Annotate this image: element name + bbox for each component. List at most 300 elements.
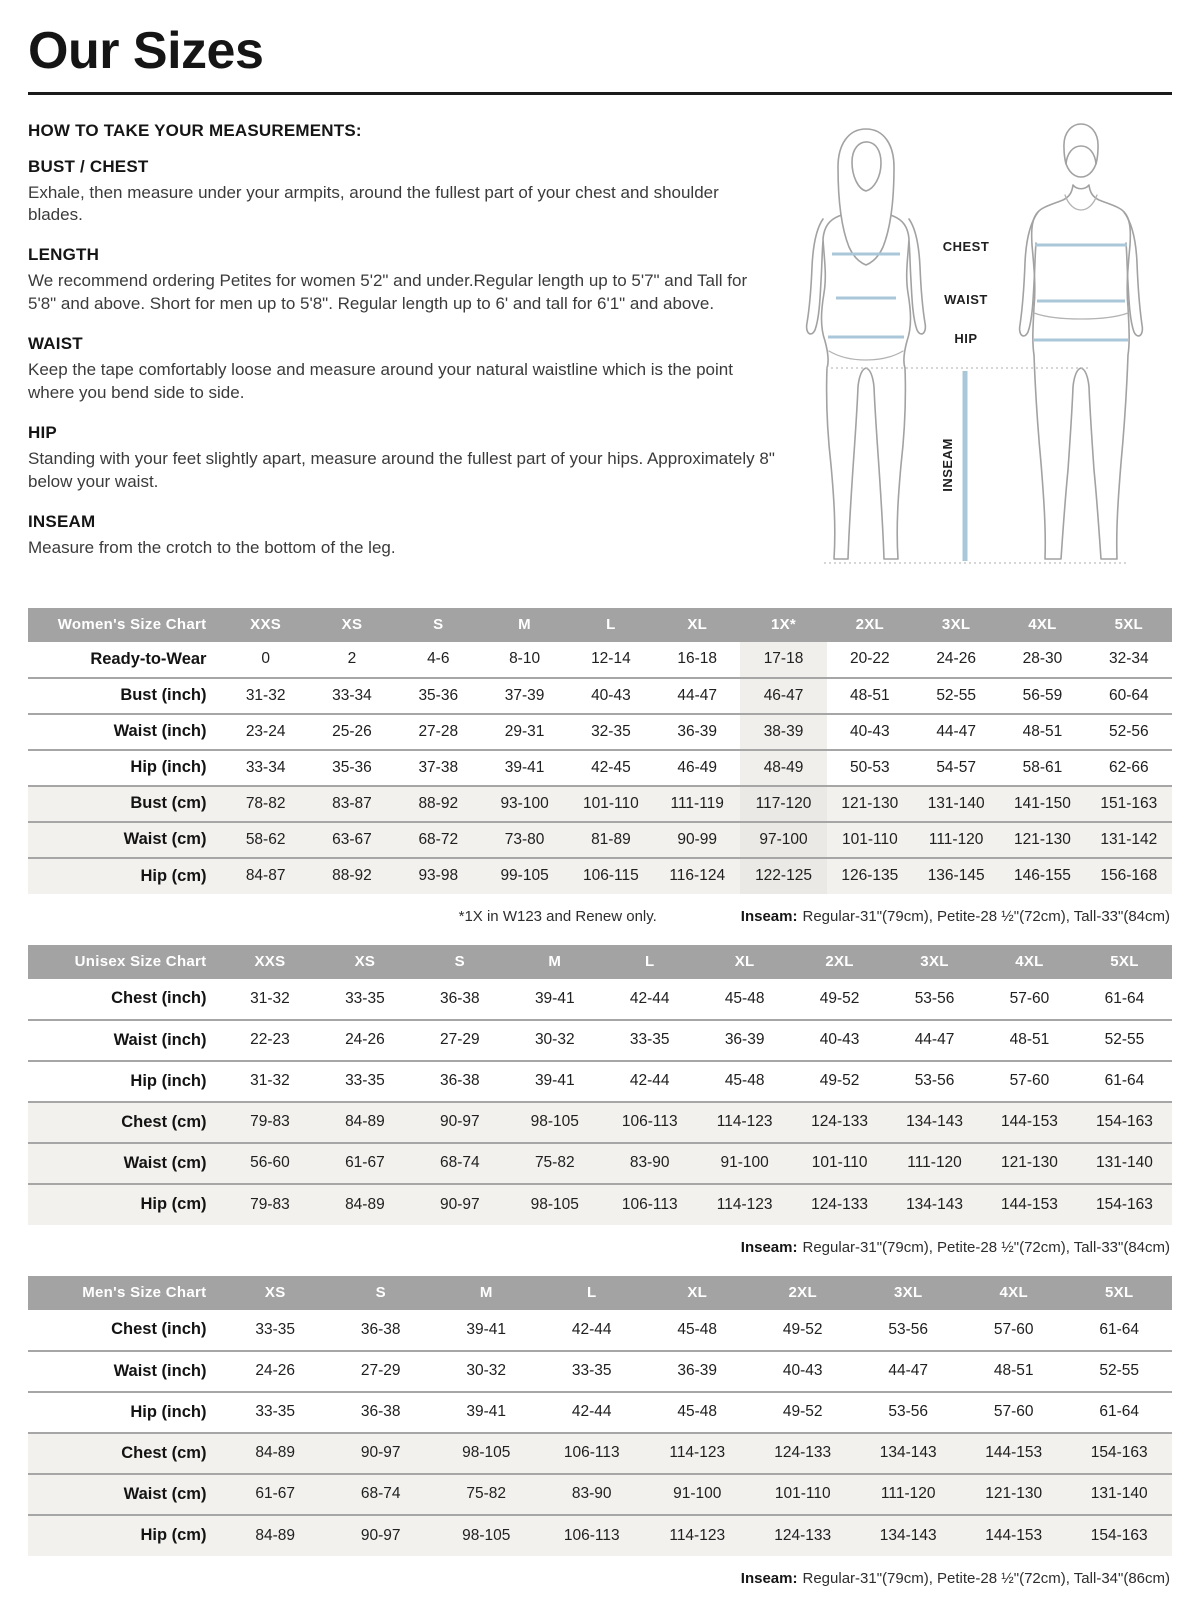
size-value-cell: 79-83	[222, 1102, 317, 1143]
instruction-label: INSEAM	[28, 512, 96, 532]
size-column-header: XL	[654, 608, 740, 642]
size-value-cell: 156-168	[1086, 858, 1172, 894]
size-value-cell: 101-110	[568, 786, 654, 822]
size-value-cell: 29-31	[481, 714, 567, 750]
size-value-cell: 136-145	[913, 858, 999, 894]
size-chart-row	[28, 642, 1172, 678]
size-value-cell: 63-67	[309, 822, 395, 858]
inseam-note-text: Regular-31"(79cm), Petite-28 ½"(72cm), Tall-33"(84cm)	[802, 907, 1170, 925]
row-label-cell: Hip (inch)	[28, 1392, 222, 1433]
mens-inseam-note	[741, 1570, 1170, 1587]
size-value-cell: 33-35	[255, 1320, 296, 1338]
size-value-cell: 68-72	[395, 822, 481, 858]
size-column-header: 5XL	[1066, 1276, 1172, 1310]
size-value-cell: 0	[261, 650, 270, 668]
size-value-cell: 12-14	[591, 650, 631, 668]
size-value-cell: 106-113	[539, 1433, 645, 1474]
size-column-header: 4XL	[961, 1276, 1067, 1310]
female-figure	[807, 129, 926, 559]
top-section	[28, 121, 1172, 590]
size-value-cell: 39-41	[466, 1320, 507, 1338]
size-value-cell: 121-130	[999, 822, 1085, 858]
size-value-cell: 124-133	[750, 1515, 856, 1556]
size-value-cell: 116-124	[654, 858, 740, 894]
inseam-note-text: Regular-31"(79cm), Petite-28 ½"(72cm), Tall-34"(86cm)	[802, 1569, 1170, 1587]
size-chart-row	[28, 1143, 1172, 1184]
size-value-cell: 134-143	[855, 1433, 961, 1474]
size-value-cell: 106-115	[568, 858, 654, 894]
inseam-note-text: Regular-31"(79cm), Petite-28 ½"(72cm), Tall-33"(84cm)	[802, 1238, 1170, 1256]
size-value-cell: 88-92	[309, 858, 395, 894]
size-column-header: M	[433, 1276, 539, 1310]
waist-label: WAIST	[944, 291, 988, 307]
size-column-header: M	[507, 945, 602, 979]
size-value-cell: 36-39	[654, 714, 740, 750]
size-column-header: XS	[317, 945, 412, 979]
size-column-header: 1X*	[740, 608, 826, 642]
size-value-cell: 42-44	[629, 989, 670, 1007]
size-value-cell: 52-55	[1066, 1351, 1172, 1392]
measurement-instructions	[28, 121, 776, 590]
inseam-note-label: Inseam:	[740, 1238, 798, 1256]
size-value-cell: 28-30	[1022, 650, 1063, 668]
size-value-cell: 52-56	[1086, 714, 1172, 750]
size-column-header: L	[539, 1276, 645, 1310]
size-value-cell: 48-51	[961, 1351, 1067, 1392]
size-value-cell: 45-48	[697, 1061, 792, 1102]
size-value-cell: 40-43	[750, 1351, 856, 1392]
size-value-cell: 17-18	[740, 642, 826, 678]
size-chart-row	[28, 678, 1172, 714]
size-value-cell: 38-39	[740, 714, 826, 750]
size-column-header: M	[481, 608, 567, 642]
size-chart-row	[28, 979, 1172, 1020]
size-value-cell: 68-74	[328, 1474, 434, 1515]
size-value-cell: 131-140	[1077, 1143, 1172, 1184]
size-chart-row	[28, 1102, 1172, 1143]
size-value-cell: 53-56	[887, 1061, 982, 1102]
size-chart-row	[28, 1433, 1172, 1474]
size-value-cell: 36-38	[328, 1392, 434, 1433]
row-label-cell: Chest (cm)	[28, 1102, 222, 1143]
size-value-cell: 146-155	[999, 858, 1085, 894]
size-value-cell: 44-47	[654, 678, 740, 714]
body-measurement-diagram	[782, 115, 1172, 590]
size-value-cell: 27-28	[395, 714, 481, 750]
size-value-cell: 49-52	[792, 1061, 887, 1102]
size-value-cell: 124-133	[792, 1184, 887, 1225]
size-value-cell: 58-62	[222, 822, 308, 858]
size-value-cell: 20-22	[850, 650, 890, 668]
size-value-cell: 93-98	[395, 858, 481, 894]
size-column-header: 3XL	[913, 608, 999, 642]
size-value-cell: 144-153	[982, 1102, 1077, 1143]
size-value-cell: 31-32	[222, 1061, 317, 1102]
size-value-cell: 131-142	[1086, 822, 1172, 858]
womens-size-chart-table	[28, 608, 1172, 894]
size-value-cell: 91-100	[644, 1474, 750, 1515]
instruction-label: LENGTH	[28, 245, 100, 265]
size-value-cell: 61-67	[222, 1474, 328, 1515]
size-value-cell: 50-53	[827, 750, 913, 786]
size-chart-row	[28, 1020, 1172, 1061]
size-column-header: 5XL	[1077, 945, 1172, 979]
size-value-cell: 121-130	[827, 786, 913, 822]
size-value-cell: 106-113	[539, 1515, 645, 1556]
size-value-cell: 49-52	[819, 989, 860, 1007]
size-guide-page	[0, 24, 1200, 1587]
size-value-cell: 84-89	[222, 1433, 328, 1474]
instruction-section-waist	[28, 334, 776, 404]
size-value-cell: 91-100	[697, 1143, 792, 1184]
size-value-cell: 36-39	[644, 1351, 750, 1392]
measurement-diagram-svg	[782, 115, 1172, 585]
row-label-cell: Waist (inch)	[28, 714, 222, 750]
instruction-section-inseam	[28, 512, 776, 559]
row-label-cell: Hip (inch)	[28, 1061, 222, 1102]
chest-label: CHEST	[942, 238, 990, 254]
size-value-cell: 52-55	[913, 678, 999, 714]
size-chart-row	[28, 822, 1172, 858]
size-chart-row	[28, 1392, 1172, 1433]
female-right-arm	[909, 219, 925, 334]
size-value-cell: 37-39	[481, 678, 567, 714]
size-charts	[28, 608, 1172, 1587]
size-value-cell: 111-120	[855, 1474, 961, 1515]
size-value-cell: 39-41	[433, 1392, 539, 1433]
size-value-cell: 42-44	[602, 1061, 697, 1102]
size-value-cell: 154-163	[1066, 1515, 1172, 1556]
row-label-cell: Bust (inch)	[28, 678, 222, 714]
instruction-label: BUST / CHEST	[28, 156, 149, 176]
size-value-cell: 101-110	[827, 822, 913, 858]
size-value-cell: 111-119	[654, 786, 740, 822]
size-value-cell: 90-97	[412, 1184, 507, 1225]
size-value-cell: 90-97	[412, 1102, 507, 1143]
size-value-cell: 117-120	[740, 786, 826, 822]
size-value-cell: 52-55	[1077, 1020, 1172, 1061]
size-value-cell: 35-36	[309, 750, 395, 786]
size-value-cell: 61-67	[317, 1143, 412, 1184]
size-value-cell: 35-36	[395, 678, 481, 714]
size-value-cell: 57-60	[961, 1392, 1067, 1433]
size-value-cell: 40-43	[568, 678, 654, 714]
inseam-note-label: Inseam:	[740, 1569, 798, 1587]
instruction-text: Exhale, then measure under your armpits, around the fullest part of your chest and shoulder blades.	[28, 182, 719, 225]
mens-chart-footnotes	[28, 1570, 1170, 1587]
size-value-cell: 27-29	[412, 1020, 507, 1061]
row-label-cell: Hip (inch)	[28, 750, 222, 786]
size-value-cell: 79-83	[222, 1184, 317, 1225]
size-value-cell: 46-47	[740, 678, 826, 714]
chart-title-cell: Women's Size Chart	[28, 608, 222, 642]
size-column-header: XL	[697, 945, 792, 979]
size-value-cell: 57-60	[982, 1061, 1077, 1102]
size-value-cell: 83-87	[309, 786, 395, 822]
size-value-cell: 90-97	[328, 1433, 434, 1474]
size-value-cell: 61-64	[1077, 1061, 1172, 1102]
size-value-cell: 2	[347, 650, 357, 668]
size-value-cell: 32-35	[568, 714, 654, 750]
size-value-cell: 44-47	[887, 1020, 982, 1061]
size-value-cell: 32-34	[1108, 650, 1149, 668]
size-value-cell: 53-56	[855, 1392, 961, 1433]
row-label-cell: Chest (inch)	[111, 989, 207, 1008]
size-value-cell: 54-57	[913, 750, 999, 786]
size-chart-row	[28, 750, 1172, 786]
size-value-cell: 111-120	[913, 822, 999, 858]
size-chart-row	[28, 1351, 1172, 1392]
size-value-cell: 36-38	[440, 989, 480, 1007]
size-value-cell: 48-51	[999, 714, 1085, 750]
size-value-cell: 154-163	[1066, 1433, 1172, 1474]
size-value-cell: 31-32	[250, 989, 290, 1007]
size-value-cell: 126-135	[827, 858, 913, 894]
size-value-cell: 31-32	[222, 678, 308, 714]
size-column-header: XXS	[222, 945, 317, 979]
size-value-cell: 124-133	[792, 1102, 887, 1143]
size-value-cell: 114-123	[697, 1102, 792, 1143]
size-column-header: 4XL	[982, 945, 1077, 979]
size-value-cell: 154-163	[1077, 1102, 1172, 1143]
instruction-text: Standing with your feet slightly apart, measure around the fullest part of your hips. Approximately 8" below your waist.	[28, 449, 775, 491]
size-chart-row	[28, 1515, 1172, 1556]
size-chart-row	[28, 858, 1172, 894]
size-value-cell: 39-41	[507, 1061, 602, 1102]
size-value-cell: 98-105	[507, 1184, 602, 1225]
size-value-cell: 131-140	[1066, 1474, 1172, 1515]
size-value-cell: 45-48	[644, 1392, 750, 1433]
size-value-cell: 39-41	[534, 989, 575, 1007]
size-value-cell: 42-44	[539, 1392, 645, 1433]
size-column-header: 3XL	[887, 945, 982, 979]
one-x-footnote: *1X in W123 and Renew only.	[458, 907, 657, 925]
size-value-cell: 48-49	[740, 750, 826, 786]
size-value-cell: 144-153	[961, 1433, 1067, 1474]
size-chart-row	[28, 1474, 1172, 1515]
size-value-cell: 33-35	[222, 1392, 328, 1433]
size-value-cell: 60-64	[1086, 678, 1172, 714]
size-value-cell: 61-64	[1104, 989, 1145, 1007]
size-value-cell: 53-56	[888, 1320, 929, 1338]
size-value-cell: 114-123	[644, 1433, 750, 1474]
size-column-header: 2XL	[792, 945, 887, 979]
size-value-cell: 98-105	[507, 1102, 602, 1143]
instruction-section-length	[28, 245, 776, 315]
row-label-cell: Waist (cm)	[28, 1143, 222, 1184]
size-value-cell: 36-38	[360, 1320, 401, 1338]
size-value-cell: 30-32	[433, 1351, 539, 1392]
size-value-cell: 40-43	[792, 1020, 887, 1061]
size-value-cell: 75-82	[433, 1474, 539, 1515]
size-value-cell: 30-32	[507, 1020, 602, 1061]
chart-title-cell: Unisex Size Chart	[28, 945, 222, 979]
title-divider	[28, 92, 1172, 95]
size-column-header: 2XL	[750, 1276, 856, 1310]
size-value-cell: 39-41	[481, 750, 567, 786]
size-column-header: S	[395, 608, 481, 642]
size-value-cell: 134-143	[887, 1184, 982, 1225]
instruction-text: Keep the tape comfortably loose and measure around your natural waistline which is the point where you bend side to side.	[28, 360, 733, 402]
size-value-cell: 114-123	[697, 1184, 792, 1225]
size-column-header: 3XL	[855, 1276, 961, 1310]
row-label-cell: Waist (cm)	[28, 1474, 222, 1515]
womens-chart-footnotes	[28, 908, 1170, 925]
row-label-cell: Chest (cm)	[28, 1433, 222, 1474]
size-value-cell: 56-60	[222, 1143, 317, 1184]
size-value-cell: 27-29	[328, 1351, 434, 1392]
size-value-cell: 16-18	[677, 650, 718, 668]
size-value-cell: 122-125	[740, 858, 826, 894]
size-value-cell: 121-130	[961, 1474, 1067, 1515]
size-column-header: L	[602, 945, 697, 979]
size-value-cell: 84-89	[317, 1184, 412, 1225]
size-value-cell: 44-47	[913, 714, 999, 750]
size-value-cell: 73-80	[481, 822, 567, 858]
row-label-cell: Waist (inch)	[28, 1351, 222, 1392]
size-column-header: S	[328, 1276, 434, 1310]
size-value-cell: 144-153	[982, 1184, 1077, 1225]
size-value-cell: 40-43	[827, 714, 913, 750]
row-label-cell: Ready-to-Wear	[90, 649, 207, 668]
chart-title-cell: Men's Size Chart	[28, 1276, 222, 1310]
size-value-cell: 24-26	[936, 650, 976, 668]
size-value-cell: 33-35	[345, 989, 385, 1007]
size-value-cell: 25-26	[309, 714, 395, 750]
unisex-chart-footnotes	[28, 1239, 1170, 1256]
size-value-cell: 24-26	[222, 1351, 328, 1392]
instruction-label: HIP	[28, 423, 57, 443]
size-column-header: 5XL	[1086, 608, 1172, 642]
size-value-cell: 33-34	[309, 678, 395, 714]
inseam-label: INSEAM	[940, 437, 955, 492]
male-body-outline	[1032, 185, 1131, 559]
size-value-cell: 134-143	[887, 1102, 982, 1143]
size-value-cell: 83-90	[602, 1143, 697, 1184]
size-column-header: XL	[644, 1276, 750, 1310]
size-value-cell: 75-82	[507, 1143, 602, 1184]
size-value-cell: 81-89	[568, 822, 654, 858]
size-value-cell: 101-110	[792, 1143, 887, 1184]
row-label-cell: Bust (cm)	[28, 786, 222, 822]
size-value-cell: 88-92	[395, 786, 481, 822]
size-value-cell: 36-39	[697, 1020, 792, 1061]
instruction-section-bust	[28, 157, 776, 227]
size-value-cell: 124-133	[750, 1433, 856, 1474]
size-chart-row	[28, 1184, 1172, 1225]
size-value-cell: 106-113	[602, 1102, 697, 1143]
size-value-cell: 111-120	[887, 1143, 982, 1184]
size-value-cell: 49-52	[750, 1392, 856, 1433]
size-value-cell: 48-51	[982, 1020, 1077, 1061]
size-value-cell: 46-49	[654, 750, 740, 786]
size-value-cell: 57-60	[1009, 989, 1050, 1007]
size-value-cell: 121-130	[982, 1143, 1077, 1184]
size-column-header: XXS	[222, 608, 308, 642]
size-chart-row	[28, 786, 1172, 822]
row-label-cell: Hip (cm)	[28, 1515, 222, 1556]
size-value-cell: 45-48	[724, 989, 765, 1007]
row-label-cell: Chest (inch)	[111, 1320, 207, 1339]
size-column-header: XS	[309, 608, 395, 642]
size-value-cell: 78-82	[222, 786, 308, 822]
instruction-label: WAIST	[28, 334, 83, 354]
row-label-cell: Waist (cm)	[28, 822, 222, 858]
unisex-size-chart-table	[28, 945, 1172, 1225]
size-value-cell: 154-163	[1077, 1184, 1172, 1225]
size-value-cell: 114-123	[644, 1515, 750, 1556]
size-value-cell: 84-89	[222, 1515, 328, 1556]
size-value-cell: 61-64	[1066, 1392, 1172, 1433]
size-value-cell: 4-6	[427, 650, 450, 668]
size-value-cell: 97-100	[740, 822, 826, 858]
size-column-header: 4XL	[999, 608, 1085, 642]
size-value-cell: 36-38	[412, 1061, 507, 1102]
instruction-text: We recommend ordering Petites for women 5'2" and under.Regular length up to 5'7" and Tall for 5'8" and above. Short for men up to 5'8". Regular length up to 6' and tall for 6'1" and above.	[28, 271, 748, 313]
size-value-cell: 37-38	[395, 750, 481, 786]
size-value-cell: 8-10	[509, 650, 541, 668]
row-label-cell: Waist (inch)	[28, 1020, 222, 1061]
size-value-cell: 53-56	[914, 989, 955, 1007]
size-value-cell: 44-47	[855, 1351, 961, 1392]
unisex-inseam-note	[741, 1239, 1170, 1256]
size-value-cell: 134-143	[855, 1515, 961, 1556]
size-value-cell: 101-110	[750, 1474, 856, 1515]
size-value-cell: 56-59	[999, 678, 1085, 714]
size-value-cell: 93-100	[481, 786, 567, 822]
size-value-cell: 90-99	[654, 822, 740, 858]
size-chart-row	[28, 1310, 1172, 1351]
mens-size-chart-table	[28, 1276, 1172, 1556]
instructions-heading: HOW TO TAKE YOUR MEASUREMENTS:	[28, 120, 362, 140]
size-column-header: S	[412, 945, 507, 979]
size-value-cell: 98-105	[433, 1433, 539, 1474]
size-value-cell: 33-34	[222, 750, 308, 786]
size-value-cell: 90-97	[328, 1515, 434, 1556]
size-value-cell: 24-26	[317, 1020, 412, 1061]
size-value-cell: 23-24	[222, 714, 308, 750]
size-chart-row	[28, 1061, 1172, 1102]
size-column-header: XS	[222, 1276, 328, 1310]
size-value-cell: 33-35	[317, 1061, 412, 1102]
size-value-cell: 84-89	[317, 1102, 412, 1143]
size-value-cell: 83-90	[539, 1474, 645, 1515]
size-value-cell: 61-64	[1099, 1320, 1140, 1338]
size-value-cell: 98-105	[433, 1515, 539, 1556]
size-value-cell: 49-52	[782, 1320, 823, 1338]
size-value-cell: 57-60	[993, 1320, 1034, 1338]
size-value-cell: 62-66	[1086, 750, 1172, 786]
instruction-section-hip	[28, 423, 776, 493]
size-value-cell: 42-45	[568, 750, 654, 786]
size-value-cell: 33-35	[602, 1020, 697, 1061]
size-value-cell: 42-44	[571, 1320, 612, 1338]
female-left-arm	[807, 219, 823, 334]
womens-inseam-note	[741, 908, 1170, 925]
size-value-cell: 22-23	[222, 1020, 317, 1061]
size-value-cell: 106-113	[602, 1184, 697, 1225]
size-value-cell: 58-61	[999, 750, 1085, 786]
size-value-cell: 68-74	[412, 1143, 507, 1184]
row-label-cell: Hip (cm)	[28, 858, 222, 894]
size-value-cell: 45-48	[677, 1320, 718, 1338]
size-value-cell: 84-87	[222, 858, 308, 894]
size-value-cell: 151-163	[1086, 786, 1172, 822]
size-chart-row	[28, 714, 1172, 750]
size-value-cell: 144-153	[961, 1515, 1067, 1556]
row-label-cell: Hip (cm)	[28, 1184, 222, 1225]
size-column-header: L	[568, 608, 654, 642]
